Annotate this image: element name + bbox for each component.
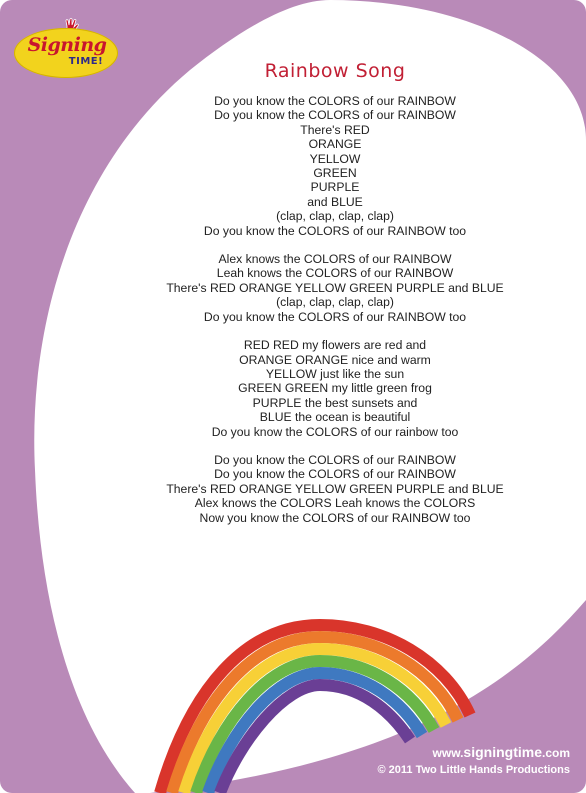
lyric-line: and BLUE — [307, 194, 363, 209]
lyric-line: Do you know the COLORS of our RAINBOW — [214, 108, 456, 123]
lyrics-stanza — [0, 252, 586, 324]
lyric-line: Do you know the COLORS of our RAINBOW — [214, 94, 456, 108]
website-url — [433, 744, 570, 760]
url-prefix: www. — [432, 746, 464, 760]
lyric-line: YELLOW — [309, 151, 361, 166]
lyric-line: GREEN GREEN my little green frog — [238, 381, 432, 396]
lyric-line: Do you know the COLORS of our RAINBOW — [214, 467, 456, 482]
lyric-line: Do you know the COLORS of our RAINBOW too — [203, 309, 467, 324]
copyright-notice: © 2011 Two Little Hands Productions — [377, 764, 570, 776]
url-suffix: .com — [541, 746, 570, 760]
lyric-line: There's RED ORANGE YELLOW GREEN PURPLE and BLUE — [166, 280, 504, 295]
lyric-line: Do you know the COLORS of our RAINBOW — [214, 452, 456, 467]
lyric-line: Alex knows the COLORS Leah knows the COLORS — [194, 496, 476, 511]
lyric-line: (clap, clap, clap, clap) — [276, 209, 394, 224]
logo-wordmark: Signing — [27, 34, 107, 56]
lyrics-block — [0, 94, 586, 539]
lyrics-stanza — [0, 453, 586, 525]
logo-subtext: TIME! — [68, 56, 104, 67]
lyric-line: Now you know the COLORS of our RAINBOW too — [199, 510, 471, 525]
lyric-line: PURPLE — [310, 180, 360, 195]
lyric-line: YELLOW just like the sun — [265, 366, 405, 381]
lyric-line: ORANGE — [308, 137, 362, 152]
lyric-line: Do you know the COLORS of our RAINBOW too — [203, 223, 467, 238]
lyric-line: Alex knows the COLORS of our RAINBOW — [218, 252, 452, 267]
lyric-line: ORANGE ORANGE nice and warm — [239, 352, 431, 367]
song-title: Rainbow Song — [264, 60, 406, 82]
lyric-line: Do you know the COLORS of our rainbow too — [211, 424, 459, 439]
lyric-line: Leah knows the COLORS of our RAINBOW — [216, 266, 454, 281]
url-domain: signingtime — [463, 744, 542, 760]
lyric-line: GREEN — [313, 166, 357, 181]
lyric-line: There's RED ORANGE YELLOW GREEN PURPLE and BLUE — [166, 481, 504, 496]
lyric-line: There's RED — [300, 122, 370, 137]
lyric-line: RED RED my flowers are red and — [243, 338, 427, 353]
lyrics-stanza — [0, 94, 586, 238]
lyrics-stanza — [0, 338, 586, 439]
lyric-line: (clap, clap, clap, clap) — [276, 295, 394, 310]
lyric-line: BLUE the ocean is beautiful — [259, 410, 411, 425]
lyric-line: PURPLE the best sunsets and — [252, 395, 418, 410]
